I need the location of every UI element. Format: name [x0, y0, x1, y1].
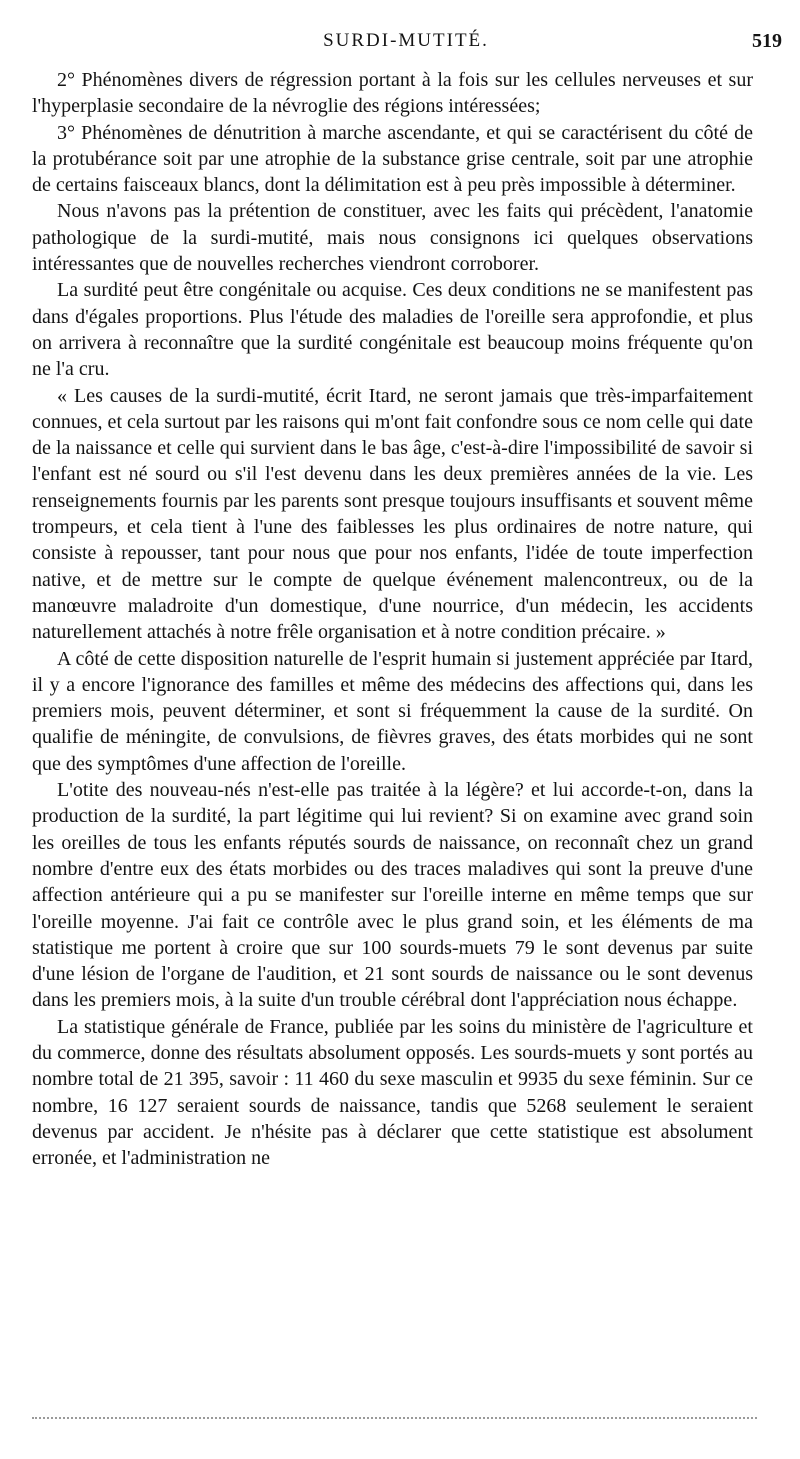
paragraph-itard-quote: « Les causes de la surdi-mutité, écrit Itard, ne seront jamais que très-imparfaitement connues, et cela surtout par les raisons qui m'ont fait confondre sous ce nom celle qui date de la naissance et celle qui survient dans le bas âge, c'est-à-dire l'impossibilité de savoir si l'enfant est né sourd ou s'il l'est devenu dans les deux premières années de la vie. Les renseignements fournis par les parents sont presque toujours insuffisants et souvent même trompeurs, et cela tient à l'une des faiblesses les plus ordinaires de notre nature, qui consiste à repousser, tant pour nous que pour nos enfants, l'idée de toute imperfection native, et de mettre sur le compte de quelque événement malencontreux, ou de la manœuvre maladroite d'un domestique, d'une nourrice, d'un médecin, les accidents naturellement attachés à notre frêle organisation et à notre condition précaire. » [32, 384, 753, 644]
paragraph-regression: 2° Phénomènes divers de régression portant à la fois sur les cellules nerveuses et sur l'hyperplasie secondaire de la névroglie des régions intéressées; [32, 69, 753, 118]
running-title: SURDI-MUTITÉ. [323, 30, 489, 51]
page-number: 519 [752, 30, 782, 52]
bottom-dotted-rule [32, 1417, 757, 1419]
paragraph-anatomy: Nous n'avons pas la prétention de constituer, avec les faits qui précèdent, l'anatomie pathologique de la surdi-mutité, mais nous consignons ici quelques observations intéressantes que de nouvelles recherches viendront corroborer. [32, 200, 753, 276]
body-text [32, 67, 753, 1171]
paragraph-otitis: L'otite des nouveau-nés n'est-elle pas traitée à la légère? et lui accorde-t-on, dans la production de la surdité, la part légitime qui lui revient? Si on examine avec grand soin les oreilles de tous les enfants réputés sourds de naissance, on reconnaît chez un grand nombre d'entre eux des états morbides ou des traces maladives qui sont la preuve d'une affection antérieure qui a pu se manifester sur l'oreille interne en même temps que sur l'oreille moyenne. J'ai fait ce contrôle avec le plus grand soin, et les éléments de ma statistique me portent à croire que sur 100 sourds-muets 79 le sont devenus par suite d'une lésion de l'organe de l'audition, et 21 sont sourds de naissance ou le sont devenus dans les premiers mois, à la suite d'un trouble cérébral dont l'appréciation nous échappe. [32, 779, 753, 1012]
paragraph-statistics: La statistique générale de France, publiée par les soins du ministère de l'agriculture et du commerce, donne des résultats absolument opposés. Les sourds-muets y sont portés au nombre total de 21 395, savoir : 11 460 du sexe masculin et 9935 du sexe féminin. Sur ce nombre, 16 127 seraient sourds de naissance, tandis que 5268 seulement le seraient devenus par accident. Je n'hésite pas à déclarer que cette statistique est absolument erronée, et l'administration ne [32, 1015, 753, 1170]
paragraph-ignorance: A côté de cette disposition naturelle de l'esprit humain si justement appréciée par Itard, il y a encore l'ignorance des familles et même des médecins des affections qui, dans les premiers mois, peuvent déterminer, et sont si fréquemment la cause de la surdité. On qualifie de méningite, de convulsions, de fièvres graves, des états morbides qui ne sont que des symptômes d'une affection de l'oreille. [32, 647, 753, 775]
paragraph-denutrition: 3° Phénomènes de dénutrition à marche ascendante, et qui se caractérisent du côté de la protubérance soit par une atrophie de la substance grise centrale, soit par une atrophie de certains faisceaux blancs, dont la délimitation est à peu près impossible à déterminer. [32, 121, 753, 197]
paragraph-congenital: La surdité peut être congénitale ou acquise. Ces deux conditions ne se manifestent pas dans d'égales proportions. Plus l'étude des maladies de l'oreille sera approfondie, et plus on arrivera à reconnaître que la surdité congénitale est beaucoup moins fréquente qu'on ne l'a cru. [32, 279, 753, 381]
page-header [30, 30, 782, 60]
